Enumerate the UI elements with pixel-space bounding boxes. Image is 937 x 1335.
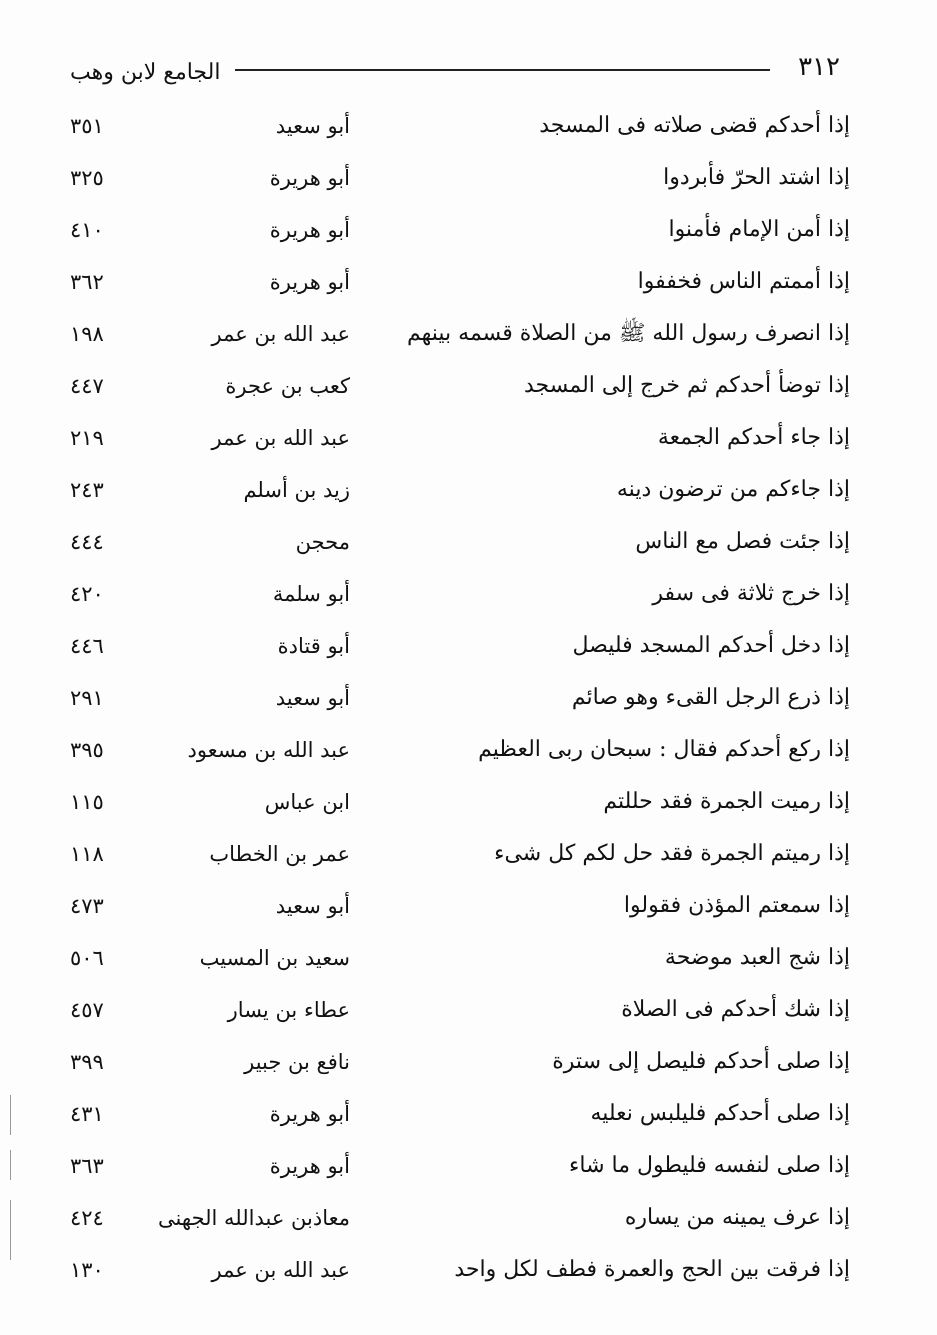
narrator-name: عبد الله بن عمر: [211, 426, 350, 450]
index-entry: [60, 1192, 850, 1244]
hadith-incipit: إذا ركع أحدكم فقال : سبحان ربى العظيم: [478, 737, 850, 762]
hadith-incipit: إذا عرف يمينه من يساره: [624, 1205, 850, 1230]
index-entry: [60, 828, 850, 880]
narrator-name: نافع بن جبير: [244, 1050, 350, 1074]
narrator-name: عبد الله بن مسعود: [187, 738, 350, 762]
index-entry: [60, 620, 850, 672]
index-entry: [60, 1140, 850, 1192]
hadith-number: ٤١٠: [70, 218, 104, 242]
hadith-number: ٢١٩: [70, 426, 104, 450]
narrator-name: أبو هريرة: [269, 1102, 350, 1126]
hadith-number: ٤٤٧: [70, 374, 104, 398]
hadith-number: ٣٦٣: [70, 1154, 104, 1178]
narrator-name: أبو هريرة: [269, 1154, 350, 1178]
narrator-name: أبو هريرة: [269, 218, 350, 242]
index-entry: [60, 776, 850, 828]
hadith-index-list: [60, 100, 850, 1296]
margin-mark: [10, 1150, 11, 1180]
hadith-incipit: إذا أمن الإمام فأمنوا: [668, 217, 850, 242]
index-entry: [60, 1036, 850, 1088]
index-entry: [60, 568, 850, 620]
hadith-incipit: إذا دخل أحدكم المسجد فليصل: [572, 633, 850, 658]
narrator-name: أبو سلمة: [272, 582, 350, 606]
hadith-number: ٤٥٧: [70, 998, 104, 1022]
header-rule: [235, 69, 770, 71]
hadith-number: ١٩٨: [70, 322, 104, 346]
narrator-name: عطاء بن يسار: [227, 998, 350, 1022]
narrator-name: عبد الله بن عمر: [211, 322, 350, 346]
hadith-number: ٣٥١: [70, 114, 104, 138]
hadith-incipit: إذا شك أحدكم فى الصلاة: [621, 997, 850, 1022]
index-entry: [60, 256, 850, 308]
narrator-name: محجن: [295, 530, 350, 554]
index-entry: [60, 724, 850, 776]
hadith-incipit: إذا سمعتم المؤذن فقولوا: [623, 893, 850, 918]
hadith-number: ٣٩٩: [70, 1050, 104, 1074]
hadith-incipit: إذا شج العبد موضحة: [664, 945, 850, 970]
index-entry: [60, 152, 850, 204]
hadith-number: ٣٢٥: [70, 166, 104, 190]
hadith-number: ١١٥: [70, 790, 104, 814]
hadith-number: ٤٢٤: [70, 1206, 104, 1230]
hadith-incipit: إذا صلى لنفسه فليطول ما شاء: [569, 1153, 850, 1178]
index-entry: [60, 100, 850, 152]
hadith-incipit: إذا أممتم الناس فخففوا: [637, 269, 850, 294]
hadith-number: ٢٤٣: [70, 478, 104, 502]
hadith-number: ٥٠٦: [70, 946, 104, 970]
hadith-incipit: إذا اشتد الحرّ فأبردوا: [663, 165, 850, 190]
book-title: الجامع لابن وهب: [70, 60, 221, 85]
index-entry: [60, 412, 850, 464]
index-entry: [60, 880, 850, 932]
narrator-name: كعب بن عجرة: [225, 374, 350, 398]
hadith-number: ٤٢٠: [70, 582, 104, 606]
hadith-incipit: إذا جاء أحدكم الجمعة: [657, 425, 850, 450]
narrator-name: عمر بن الخطاب: [209, 842, 350, 866]
narrator-name: معاذبن عبدالله الجهنى: [158, 1206, 350, 1230]
hadith-number: ٣٦٢: [70, 270, 104, 294]
narrator-name: أبو سعيد: [275, 114, 350, 138]
hadith-number: ٤٣١: [70, 1102, 104, 1126]
narrator-name: زيد بن أسلم: [243, 478, 350, 502]
index-entry: [60, 464, 850, 516]
hadith-incipit: إذا أحدكم قضى صلاته فى المسجد: [539, 113, 850, 138]
narrator-name: أبو هريرة: [269, 166, 350, 190]
hadith-incipit: إذا خرج ثلاثة فى سفر: [652, 581, 850, 606]
index-entry: [60, 932, 850, 984]
narrator-name: أبو هريرة: [269, 270, 350, 294]
hadith-incipit: إذا انصرف رسول الله ﷺ من الصلاة قسمه بينهم: [406, 321, 850, 346]
margin-mark: [10, 1095, 11, 1135]
narrator-name: عبد الله بن عمر: [211, 1258, 350, 1282]
hadith-incipit: إذا ذرع الرجل القىء وهو صائم: [571, 685, 850, 710]
hadith-number: ٢٩١: [70, 686, 104, 710]
hadith-incipit: إذا صلى أحدكم فليلبس نعليه: [590, 1101, 850, 1126]
narrator-name: أبو سعيد: [275, 894, 350, 918]
hadith-incipit: إذا جئت فصل مع الناس: [635, 529, 850, 554]
index-entry: [60, 204, 850, 256]
hadith-number: ٣٩٥: [70, 738, 104, 762]
index-entry: [60, 360, 850, 412]
hadith-incipit: إذا جاءكم من ترضون دينه: [616, 477, 850, 502]
index-entry: [60, 1244, 850, 1296]
hadith-number: ٤٤٦: [70, 634, 104, 658]
hadith-incipit: إذا توضأ أحدكم ثم خرج إلى المسجد: [524, 373, 850, 398]
hadith-number: ٤٤٤: [70, 530, 104, 554]
hadith-incipit: إذا رميتم الجمرة فقد حل لكم كل شىء: [494, 841, 850, 866]
index-entry: [60, 984, 850, 1036]
page-number: ٣١٢: [798, 52, 840, 82]
hadith-incipit: إذا فرقت بين الحج والعمرة فطف لكل واحد: [454, 1257, 850, 1282]
hadith-incipit: إذا صلى أحدكم فليصل إلى سترة: [552, 1049, 850, 1074]
margin-mark: [10, 1200, 11, 1260]
narrator-name: سعيد بن المسيب: [199, 946, 350, 970]
narrator-name: أبو سعيد: [275, 686, 350, 710]
hadith-number: ٤٧٣: [70, 894, 104, 918]
narrator-name: أبو قتادة: [277, 634, 350, 658]
index-entry: [60, 672, 850, 724]
hadith-incipit: إذا رميت الجمرة فقد حللتم: [603, 789, 850, 814]
index-entry: [60, 516, 850, 568]
index-entry: [60, 308, 850, 360]
index-entry: [60, 1088, 850, 1140]
hadith-number: ١٣٠: [70, 1258, 104, 1282]
page-header: [70, 50, 840, 100]
hadith-number: ١١٨: [70, 842, 104, 866]
narrator-name: ابن عباس: [264, 790, 350, 814]
